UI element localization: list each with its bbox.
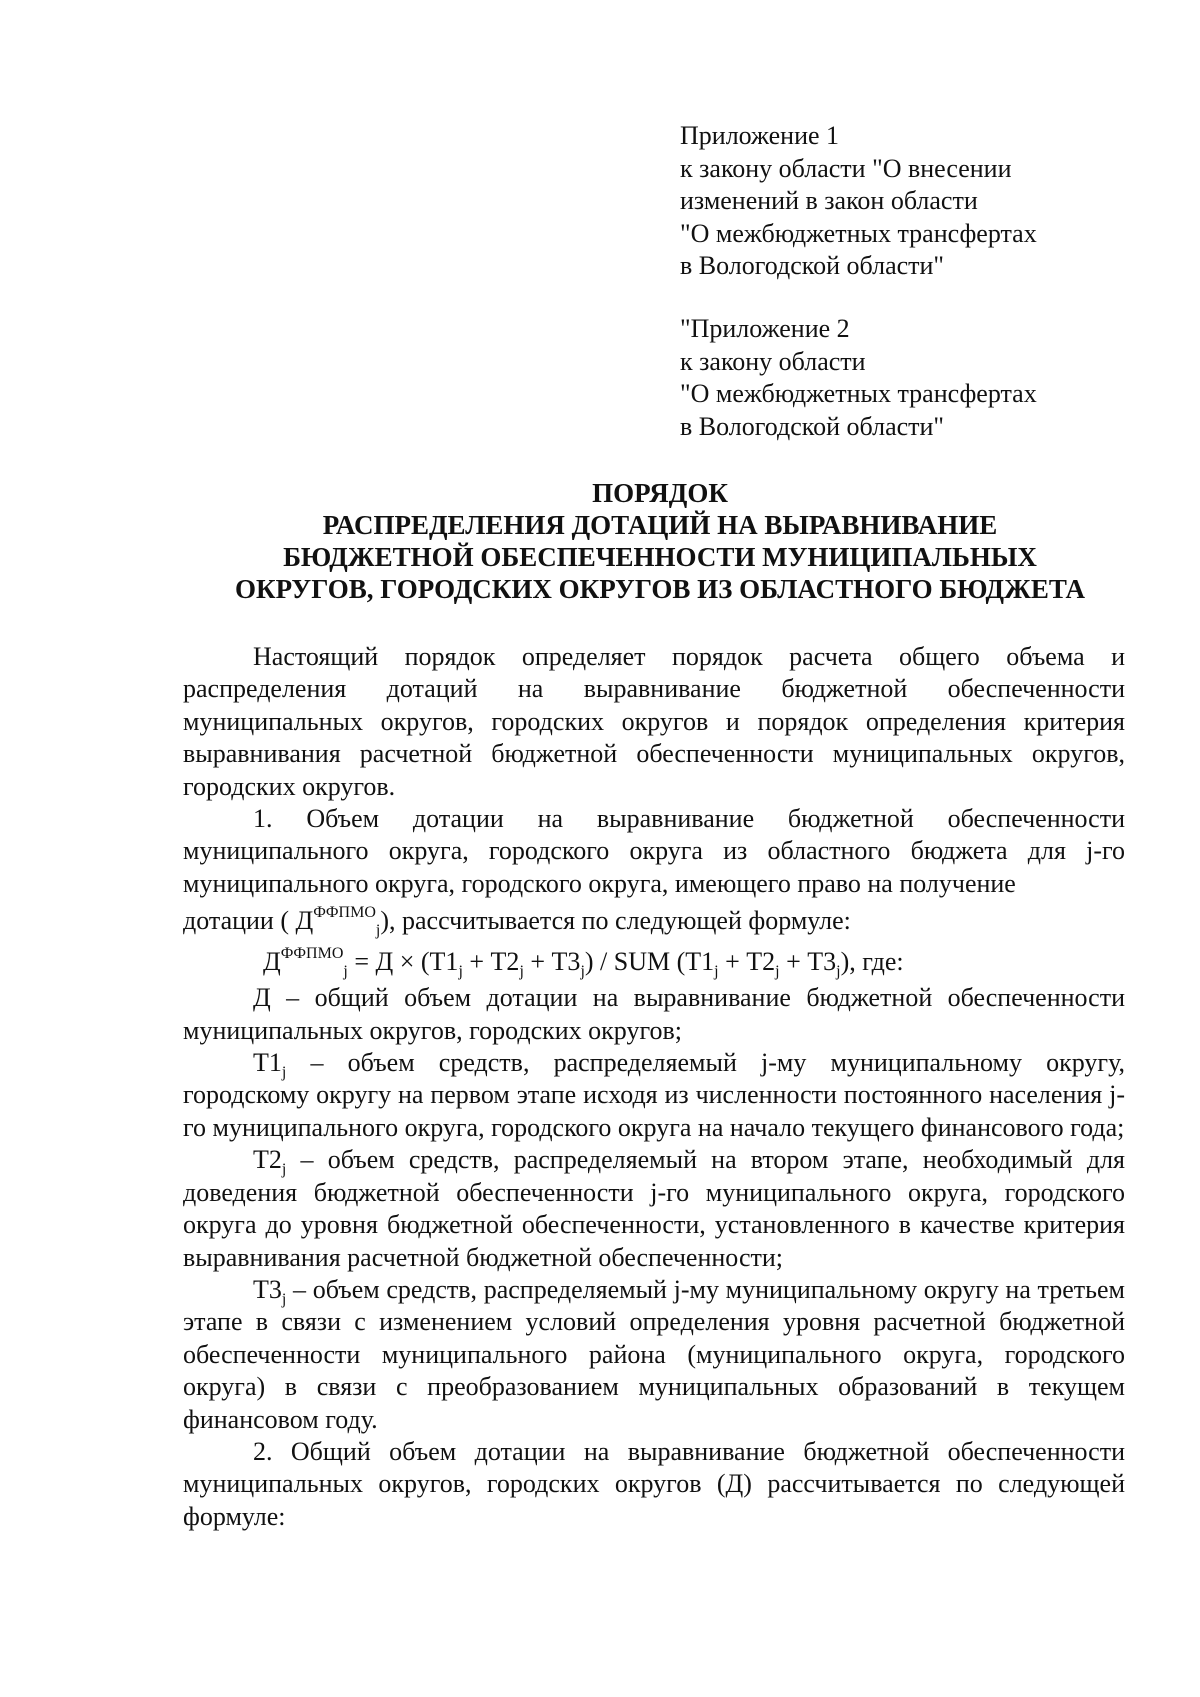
definition-t2: [183, 1144, 1125, 1274]
formula-part: ), где:: [840, 947, 904, 977]
definition-t2-sub: j: [281, 1161, 287, 1179]
appendix-2-line: "О межбюджетных трансфертах: [680, 379, 1037, 408]
formula-part: = Д × (Т1: [347, 947, 459, 977]
appendix-2-line: в Вологодской области": [680, 411, 945, 441]
document-title: [180, 477, 1140, 605]
appendix-2-line: к закону области: [680, 346, 866, 376]
formula-sub: j: [580, 963, 585, 981]
formula-part: + Т3: [779, 947, 837, 977]
item-1-paragraph: [183, 803, 1125, 900]
item-1-symbol-sub: j: [375, 922, 381, 940]
appendix-1-line: Приложение 1: [680, 121, 840, 150]
title-line: ПОРЯДОК: [592, 478, 728, 508]
formula-sub: j: [458, 963, 463, 981]
definition-d: Д – общий объем дотации на выравнивание бюджетной обеспеченности муниципальных округов, городских округов;: [183, 983, 1125, 1045]
formula-sub: j: [775, 963, 780, 981]
appendix-1-line: в Вологодской области": [680, 251, 945, 280]
formula-lhs-sub: j: [343, 963, 348, 981]
title-line: БЮДЖЕТНОЙ ОБЕСПЕЧЕННОСТИ МУНИЦИПАЛЬНЫХ: [283, 542, 1037, 572]
formula-lhs-sup: ФФПМО: [280, 945, 344, 963]
definition-t3: [183, 1274, 1125, 1436]
formula-sub: j: [836, 963, 841, 981]
title-line: РАСПРЕДЕЛЕНИЯ ДОТАЦИЙ НА ВЫРАВНИВАНИЕ: [322, 510, 998, 540]
definition-t2-text: – объем средств, распределяемый на втором этапе, необходимый для доведения бюджетной обеспеченности j-го муниципального округа, городского округа до уровня бюджетной обеспеченности, установленного в качестве критерия выравнивания расчетной бюджетной обеспеченности;: [183, 1145, 1125, 1272]
intro-paragraph: Настоящий порядок определяет порядок расчета общего объема и распределения дотаций на выравнивание бюджетной обеспеченности муниципальных округов, городских округов и порядок определения критерия выравнивания расчетной бюджетной обеспеченности муниципальных округов, городских округов.: [183, 642, 1125, 801]
item-1-lead: дотации (: [183, 906, 296, 936]
appendix-1-line: "О межбюджетных трансфертах: [680, 218, 1037, 248]
formula-lhs: Д: [263, 947, 281, 977]
definition-t1: [183, 1047, 1125, 1144]
formula-part: ) / SUM (Т1: [584, 947, 715, 977]
definition-t3-sub: j: [281, 1290, 287, 1308]
document-body: [183, 641, 1125, 1533]
formula-part: + Т2: [462, 947, 520, 977]
appendix-2-header: [680, 313, 1037, 443]
appendix-1-line: изменений в закон области: [680, 186, 978, 215]
definition-t2-symbol: Т2: [253, 1145, 282, 1175]
item-1-formula-line: [183, 902, 1125, 940]
item-1-tail: ), рассчитывается по следующей формуле:: [380, 906, 851, 936]
item-1-symbol: Д: [295, 906, 314, 936]
formula-part: + Т2: [718, 947, 776, 977]
definition-t3-text: – объем средств, распределяемый j-му муниципальному округу на третьем этапе в связи с изменением условий определения уровня расчетной бюджетной обеспеченности муниципального района (муниципального округа, городского округа) в связи с преобразованием муниципальных образований в текущем финансовом году.: [183, 1274, 1125, 1434]
item-1-text: 1. Объем дотации на выравнивание бюджетной обеспеченности муниципального округа, городского округа из областного бюджета для j-го муниципального округа, городского округа, имеющего право на получение: [183, 804, 1125, 898]
definition-t1-sub: j: [281, 1064, 287, 1082]
definition-t1-text: – объем средств, распределяемый j-му муниципальному округу, городскому округу на первом этапе исходя из численности постоянного населения j-го муниципального округа, городского округа на начало текущего финансового года;: [183, 1048, 1125, 1142]
formula-sub: j: [519, 963, 524, 981]
formula-1: [183, 942, 1125, 982]
formula-part: + Т3: [523, 947, 581, 977]
formula-sub: j: [714, 963, 719, 981]
definition-t1-symbol: Т1: [253, 1048, 282, 1078]
appendix-1-header: [680, 120, 1037, 283]
appendix-1-line: к закону области "О внесении: [680, 153, 1012, 183]
appendix-2-line: "Приложение 2: [680, 314, 850, 343]
item-1-symbol-sup: ФФПМО: [313, 904, 376, 922]
item-2-paragraph: 2. Общий объем дотации на выравнивание бюджетной обеспеченности муниципальных округов, городских округов (Д) рассчитывается по следующей формуле:: [183, 1436, 1125, 1531]
definition-t3-symbol: Т3: [253, 1274, 282, 1304]
title-line: ОКРУГОВ, ГОРОДСКИХ ОКРУГОВ ИЗ ОБЛАСТНОГО БЮДЖЕТА: [235, 574, 1085, 604]
